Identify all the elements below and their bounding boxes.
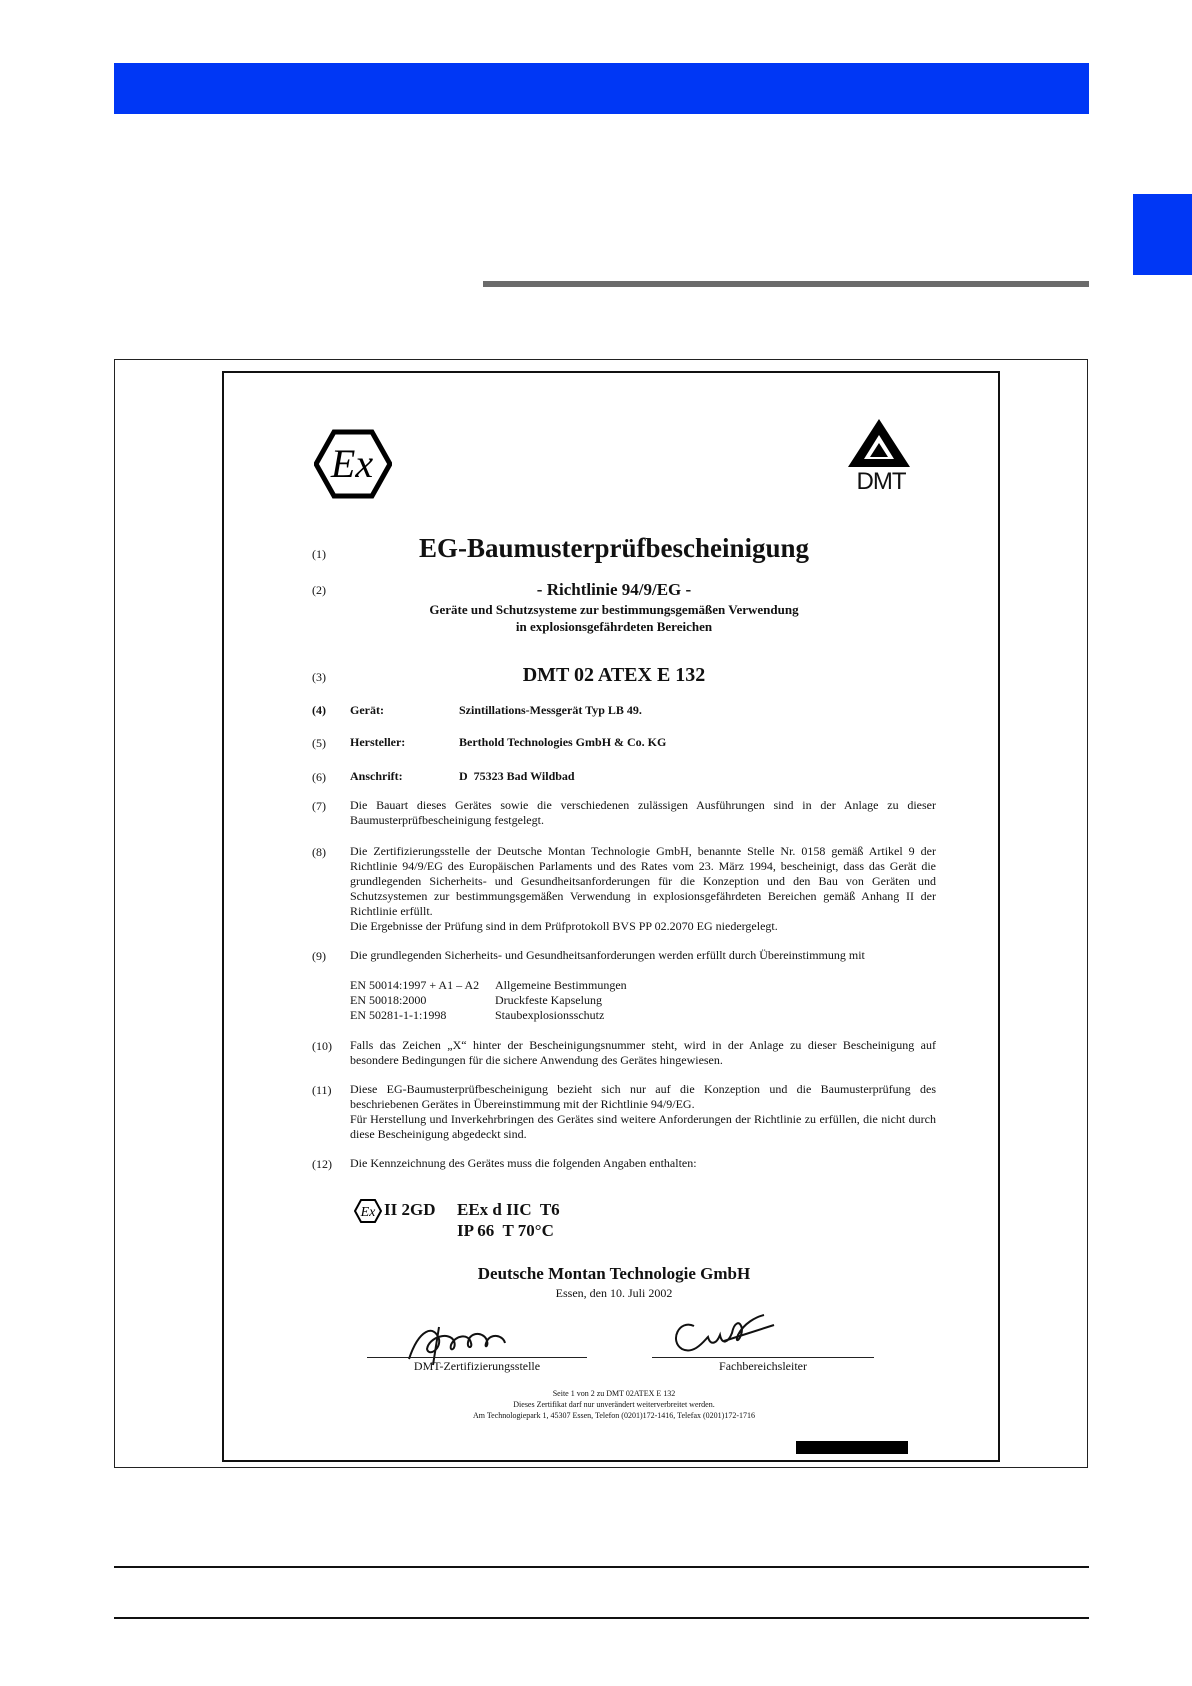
item-number: (4)	[312, 703, 326, 717]
certificate-title: EG-Baumusterprüfbescheinigung	[418, 533, 810, 563]
item-number: (11)	[312, 1083, 332, 1097]
redaction-bar	[796, 1441, 908, 1454]
clause-9: Die grundlegenden Sicherheits- und Gesundheitsanforderungen werden erfüllt durch Übereinstimmung mit	[350, 948, 865, 962]
title-rule	[483, 281, 1089, 287]
signature-label: DMT-Zertifizierungsstelle	[413, 1359, 541, 1373]
directive-line: - Richtlinie 94/9/EG -	[536, 580, 692, 599]
certificate-footer-line: Am Technologiepark 1, 45307 Essen, Telefon (0201)172-1416, Telefax (0201)172-1716	[472, 1411, 756, 1420]
address-value: D 75323 Bad Wildbad	[459, 769, 575, 783]
place-date: Essen, den 10. Juli 2002	[555, 1286, 673, 1300]
signature-line	[367, 1357, 587, 1358]
certificate-scan	[222, 371, 1000, 1462]
item-number: (12)	[312, 1157, 332, 1171]
item-number: (2)	[312, 583, 326, 597]
item-number: (8)	[312, 845, 326, 859]
standard-code: EN 50014:1997 + A1 – A2	[350, 978, 480, 992]
issuer-name: Deutsche Montan Technologie GmbH	[477, 1264, 751, 1283]
item-number: (9)	[312, 949, 326, 963]
clause-10: Falls das Zeichen „X“ hinter der Bescheinigungsnummer steht, wird in der Anlage zu dieser Bescheinigung auf besondere Bedingungen für die sichere Anwendung des Gerätes hingewiesen.	[350, 1038, 936, 1067]
standard-code: EN 50018:2000	[350, 993, 427, 1007]
clause-8: Die Zertifizierungsstelle der Deutsche Montan Technologie GmbH, benannte Stelle Nr. 0158 gemäß Artikel 9 der Richtlinie 94/9/EG des Europäischen Parlaments und des Rates vom 23. März 1994, bescheinigt, dass das Gerät die grundlegenden Sicherheits- und Gesundheitsanforderungen für die Konzeption und den Bau von Geräten und Schutzsystemen zur bestimmungsgemäßen Verwendung in explosionsgefährdeten Bereichen gemäß Anhang II der Richtlinie erfüllt.	[350, 844, 936, 918]
device-value: Szintillations-Messgerät Typ LB 49.	[459, 703, 642, 717]
item-number: (6)	[312, 770, 326, 784]
clause-7: Die Bauart dieses Gerätes sowie die verschiedenen zulässigen Ausführungen sind in der Anlage zu dieser Baumusterprüfbescheinigung festgelegt.	[350, 798, 936, 827]
marking-ip: IP 66 T 70°C	[457, 1221, 554, 1240]
header-bar	[114, 63, 1089, 114]
signature-label: Fachbereichsleiter	[719, 1359, 807, 1373]
subtitle-line: Geräte und Schutzsysteme zur bestimmungsgemäßen Verwendung	[429, 602, 799, 617]
clause-11-extra: Für Herstellung und Inverkehrbringen des Gerätes sind weitere Anforderungen der Richtlinie zu erfüllen, die nicht durch diese Bescheinigung abgedeckt sind.	[350, 1112, 936, 1141]
certificate-footer-line: Dieses Zertifikat darf nur unverändert weiterverbreitet werden.	[513, 1400, 715, 1409]
ex-mark-icon	[354, 1199, 382, 1223]
item-number: (10)	[312, 1039, 332, 1053]
standard-code: EN 50281-1-1:1998	[350, 1008, 447, 1022]
marking-protection: EEx d IIC T6	[457, 1200, 560, 1219]
certificate-number: DMT 02 ATEX E 132	[522, 664, 706, 686]
item-number: (5)	[312, 736, 326, 750]
manufacturer-label: Hersteller:	[350, 735, 406, 749]
dmt-logo-text: DMT	[856, 468, 906, 495]
footer-rule	[114, 1617, 1089, 1619]
standard-desc: Druckfeste Kapselung	[495, 993, 602, 1007]
ex-logo-icon	[314, 429, 392, 499]
item-number: (7)	[312, 799, 326, 813]
clause-11: Diese EG-Baumusterprüfbescheinigung bezieht sich nur auf die Konzeption und die Baumusterprüfung des beschriebenen Gerätes in Übereinstimmung mit der Richtlinie 94/9/EG.	[350, 1082, 936, 1111]
signature-line	[652, 1357, 874, 1358]
certificate-footer-line: Seite 1 von 2 zu DMT 02ATEX E 132	[552, 1389, 676, 1398]
subtitle-line: in explosionsgefährdeten Bereichen	[515, 619, 713, 634]
svg-text:Ex: Ex	[360, 1205, 376, 1220]
device-label: Gerät:	[350, 703, 384, 717]
marking-group: II 2GD	[384, 1200, 436, 1219]
signature-2-icon	[664, 1311, 784, 1361]
address-label: Anschrift:	[350, 769, 403, 783]
footer-rule	[114, 1566, 1089, 1568]
chapter-tab	[1133, 194, 1192, 275]
standard-desc: Allgemeine Bestimmungen	[495, 978, 627, 992]
standard-desc: Staubexplosionsschutz	[495, 1008, 605, 1022]
clause-8-result: Die Ergebnisse der Prüfung sind in dem Prüfprotokoll BVS PP 02.2070 EG niedergelegt.	[350, 919, 778, 933]
clause-12: Die Kennzeichnung des Gerätes muss die folgenden Angaben enthalten:	[350, 1156, 697, 1170]
manufacturer-value: Berthold Technologies GmbH & Co. KG	[459, 735, 667, 749]
svg-text:Ex: Ex	[330, 441, 374, 486]
subtitle	[374, 601, 854, 635]
item-number: (1)	[312, 547, 326, 561]
item-number: (3)	[312, 670, 326, 684]
